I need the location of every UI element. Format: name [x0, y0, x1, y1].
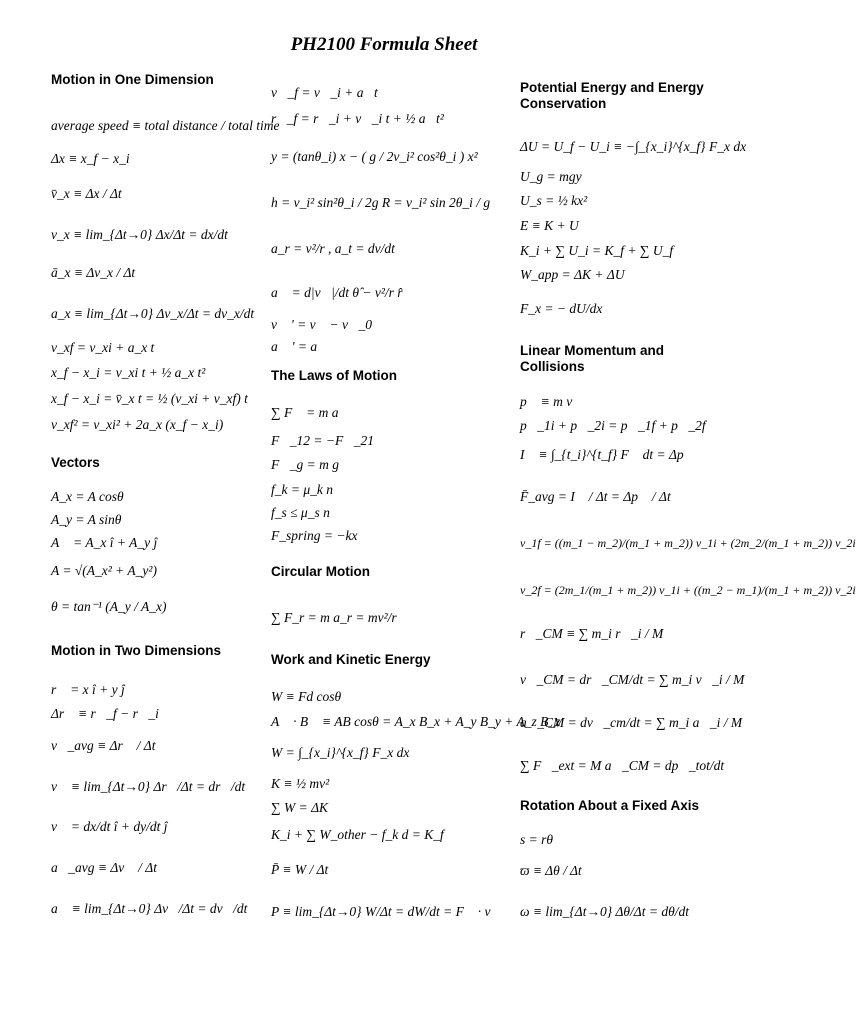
formula: v̄_x ≡ Δx / Δt	[51, 186, 122, 201]
formula: average speed ≡ total distance / total time	[51, 118, 280, 133]
formula: ∑ W = ΔK	[271, 800, 329, 815]
formula: K ≡ ½ mv²	[271, 776, 330, 791]
formula: a⃗_avg ≡ Δv⃗ / Δt	[51, 860, 157, 875]
formula: f_k = μ_k n	[271, 482, 333, 497]
formula: r⃗ = x î + y ĵ	[51, 682, 125, 697]
formula: Δx ≡ x_f − x_i	[51, 151, 130, 166]
formula: y = (tanθ_i) x − ( g / 2v_i² cos²θ_i ) x²	[271, 149, 478, 164]
formula: r⃗_CM ≡ ∑ m_i r⃗_i / M	[520, 626, 664, 641]
formula: E ≡ K + U	[520, 218, 579, 233]
formula: v_2f = (2m_1/(m_1 + m_2)) v_1i + ((m_2 − m_1)/(m_1 + m_2)) v_2i	[520, 583, 856, 597]
formula: p⃗ ≡ m v⃗	[520, 394, 583, 409]
formula: v_xf² = v_xi² + 2a_x (x_f − x_i)	[51, 417, 224, 432]
formula: A_x = A cosθ	[51, 489, 124, 504]
formula: P ≡ lim_{Δt→0} W/Δt = dW/dt = F⃗ · v⃗	[271, 904, 501, 919]
formula: A = √(A_x² + A_y²)	[51, 563, 157, 578]
section-heading-linear-momentum: Linear Momentum and Collisions	[520, 343, 665, 374]
formula: a⃗ ' = a⃗	[271, 339, 328, 354]
formula: v_1f = ((m_1 − m_2)/(m_1 + m_2)) v_1i + (2m_2/(m_1 + m_2)) v_2i	[520, 536, 856, 550]
formula: F̄_avg = I⃗ / Δt = Δp⃗ / Δt	[520, 489, 671, 504]
formula: ā_x ≡ Δv_x / Δt	[51, 265, 136, 280]
formula: h = v_i² sin²θ_i / 2g R = v_i² sin 2θ_i / g	[271, 195, 491, 210]
formula: W_app = ΔK + ΔU	[520, 267, 625, 282]
formula: W ≡ Fd cosθ	[271, 689, 342, 704]
formula: v⃗ ' = v⃗ − v⃗_0	[271, 317, 372, 332]
formula: θ = tan⁻¹ (A_y / A_x)	[51, 599, 167, 614]
page-title: PH2100 Formula Sheet	[290, 34, 478, 55]
formula: x_f − x_i = v̄_x t = ½ (v_xi + v_xf) t	[51, 391, 248, 406]
formula: U_s = ½ kx²	[520, 193, 588, 208]
formula: F_x = − dU/dx	[520, 301, 603, 316]
section-heading-vectors: Vectors	[51, 455, 100, 470]
formula: r⃗_f = r⃗_i + v⃗_i t + ½ a⃗t²	[271, 111, 444, 126]
formula: ϖ ≡ Δθ / Δt	[520, 863, 582, 878]
formula: A_y = A sinθ	[51, 512, 122, 527]
formula: a_r = v²/r , a_t = dv/dt	[271, 241, 395, 256]
formula: I⃗ ≡ ∫_{t_i}^{t_f} F⃗ dt = Δp⃗	[520, 447, 695, 462]
section-heading-motion-2d: Motion in Two Dimensions	[51, 643, 221, 658]
formula: A⃗ · B⃗ ≡ AB cosθ = A_x B_x + A_y B_y + A_z B_z	[271, 714, 561, 729]
formula: ∑ F⃗ = m a⃗	[271, 405, 349, 420]
formula: U_g = mgy	[520, 169, 582, 184]
formula: v_x ≡ lim_{Δt→0} Δx/Δt = dx/dt	[51, 227, 228, 242]
formula: A⃗ = A_x î + A_y ĵ	[51, 535, 158, 550]
formula: ∑ F_r = m a_r = mv²/r	[271, 610, 397, 625]
formula: F⃗_g = m g⃗	[271, 457, 350, 472]
formula: v⃗ = dx/dt î + dy/dt ĵ	[51, 819, 168, 834]
formula: ΔU = U_f − U_i ≡ −∫_{x_i}^{x_f} F_x dx	[520, 139, 747, 154]
formula: a⃗ ≡ lim_{Δt→0} Δv⃗/Δt = dv⃗/dt	[51, 901, 248, 916]
formula: F_spring = −kx	[271, 528, 358, 543]
formula: F⃗_12 = −F⃗_21	[271, 433, 374, 448]
formula: v⃗_avg ≡ Δr⃗ / Δt	[51, 738, 156, 753]
formula: f_s ≤ μ_s n	[271, 505, 330, 520]
section-heading-motion-1d: Motion in One Dimension	[51, 72, 214, 87]
formula: ∑ F⃗_ext = M a⃗_CM = dp⃗_tot/dt	[520, 758, 725, 773]
section-heading-rotation: Rotation About a Fixed Axis	[520, 798, 700, 813]
formula: v⃗_f = v⃗_i + a⃗t	[271, 85, 378, 100]
formula: p⃗_1i + p⃗_2i = p⃗_1f + p⃗_2f	[520, 418, 706, 433]
formula: v⃗_CM = dr⃗_CM/dt = ∑ m_i v⃗_i / M	[520, 672, 745, 687]
formula: v⃗ ≡ lim_{Δt→0} Δr⃗/Δt = dr⃗/dt	[51, 779, 246, 794]
section-heading-circular-motion: Circular Motion	[271, 564, 371, 579]
formula: ω ≡ lim_{Δt→0} Δθ/Δt = dθ/dt	[520, 904, 689, 919]
formula: x_f − x_i = v_xi t + ½ a_x t²	[51, 365, 206, 380]
formula: a_x ≡ lim_{Δt→0} Δv_x/Δt = dv_x/dt	[51, 306, 255, 321]
formula: s = rθ	[520, 832, 553, 847]
formula: P̄ ≡ W / Δt	[271, 862, 329, 877]
section-heading-work-kinetic-energy: Work and Kinetic Energy	[271, 652, 431, 667]
formula: K_i + ∑ W_other − f_k d = K_f	[271, 827, 444, 842]
formula: v_xf = v_xi + a_x t	[51, 340, 155, 355]
formula: a⃗ = d|v⃗|/dt θ̂ − v²/r r̂	[271, 285, 403, 300]
formula: K_i + ∑ U_i = K_f + ∑ U_f	[520, 243, 674, 258]
formula: a⃗_CM = dv⃗_cm/dt = ∑ m_i a⃗_i / M	[520, 715, 743, 730]
formula: W = ∫_{x_i}^{x_f} F_x dx	[271, 745, 410, 760]
formula: Δr⃗ ≡ r⃗_f − r⃗_i	[51, 706, 159, 721]
section-heading-potential-energy: Potential Energy and Energy Conservation	[520, 80, 704, 111]
section-heading-laws-of-motion: The Laws of Motion	[271, 368, 397, 383]
